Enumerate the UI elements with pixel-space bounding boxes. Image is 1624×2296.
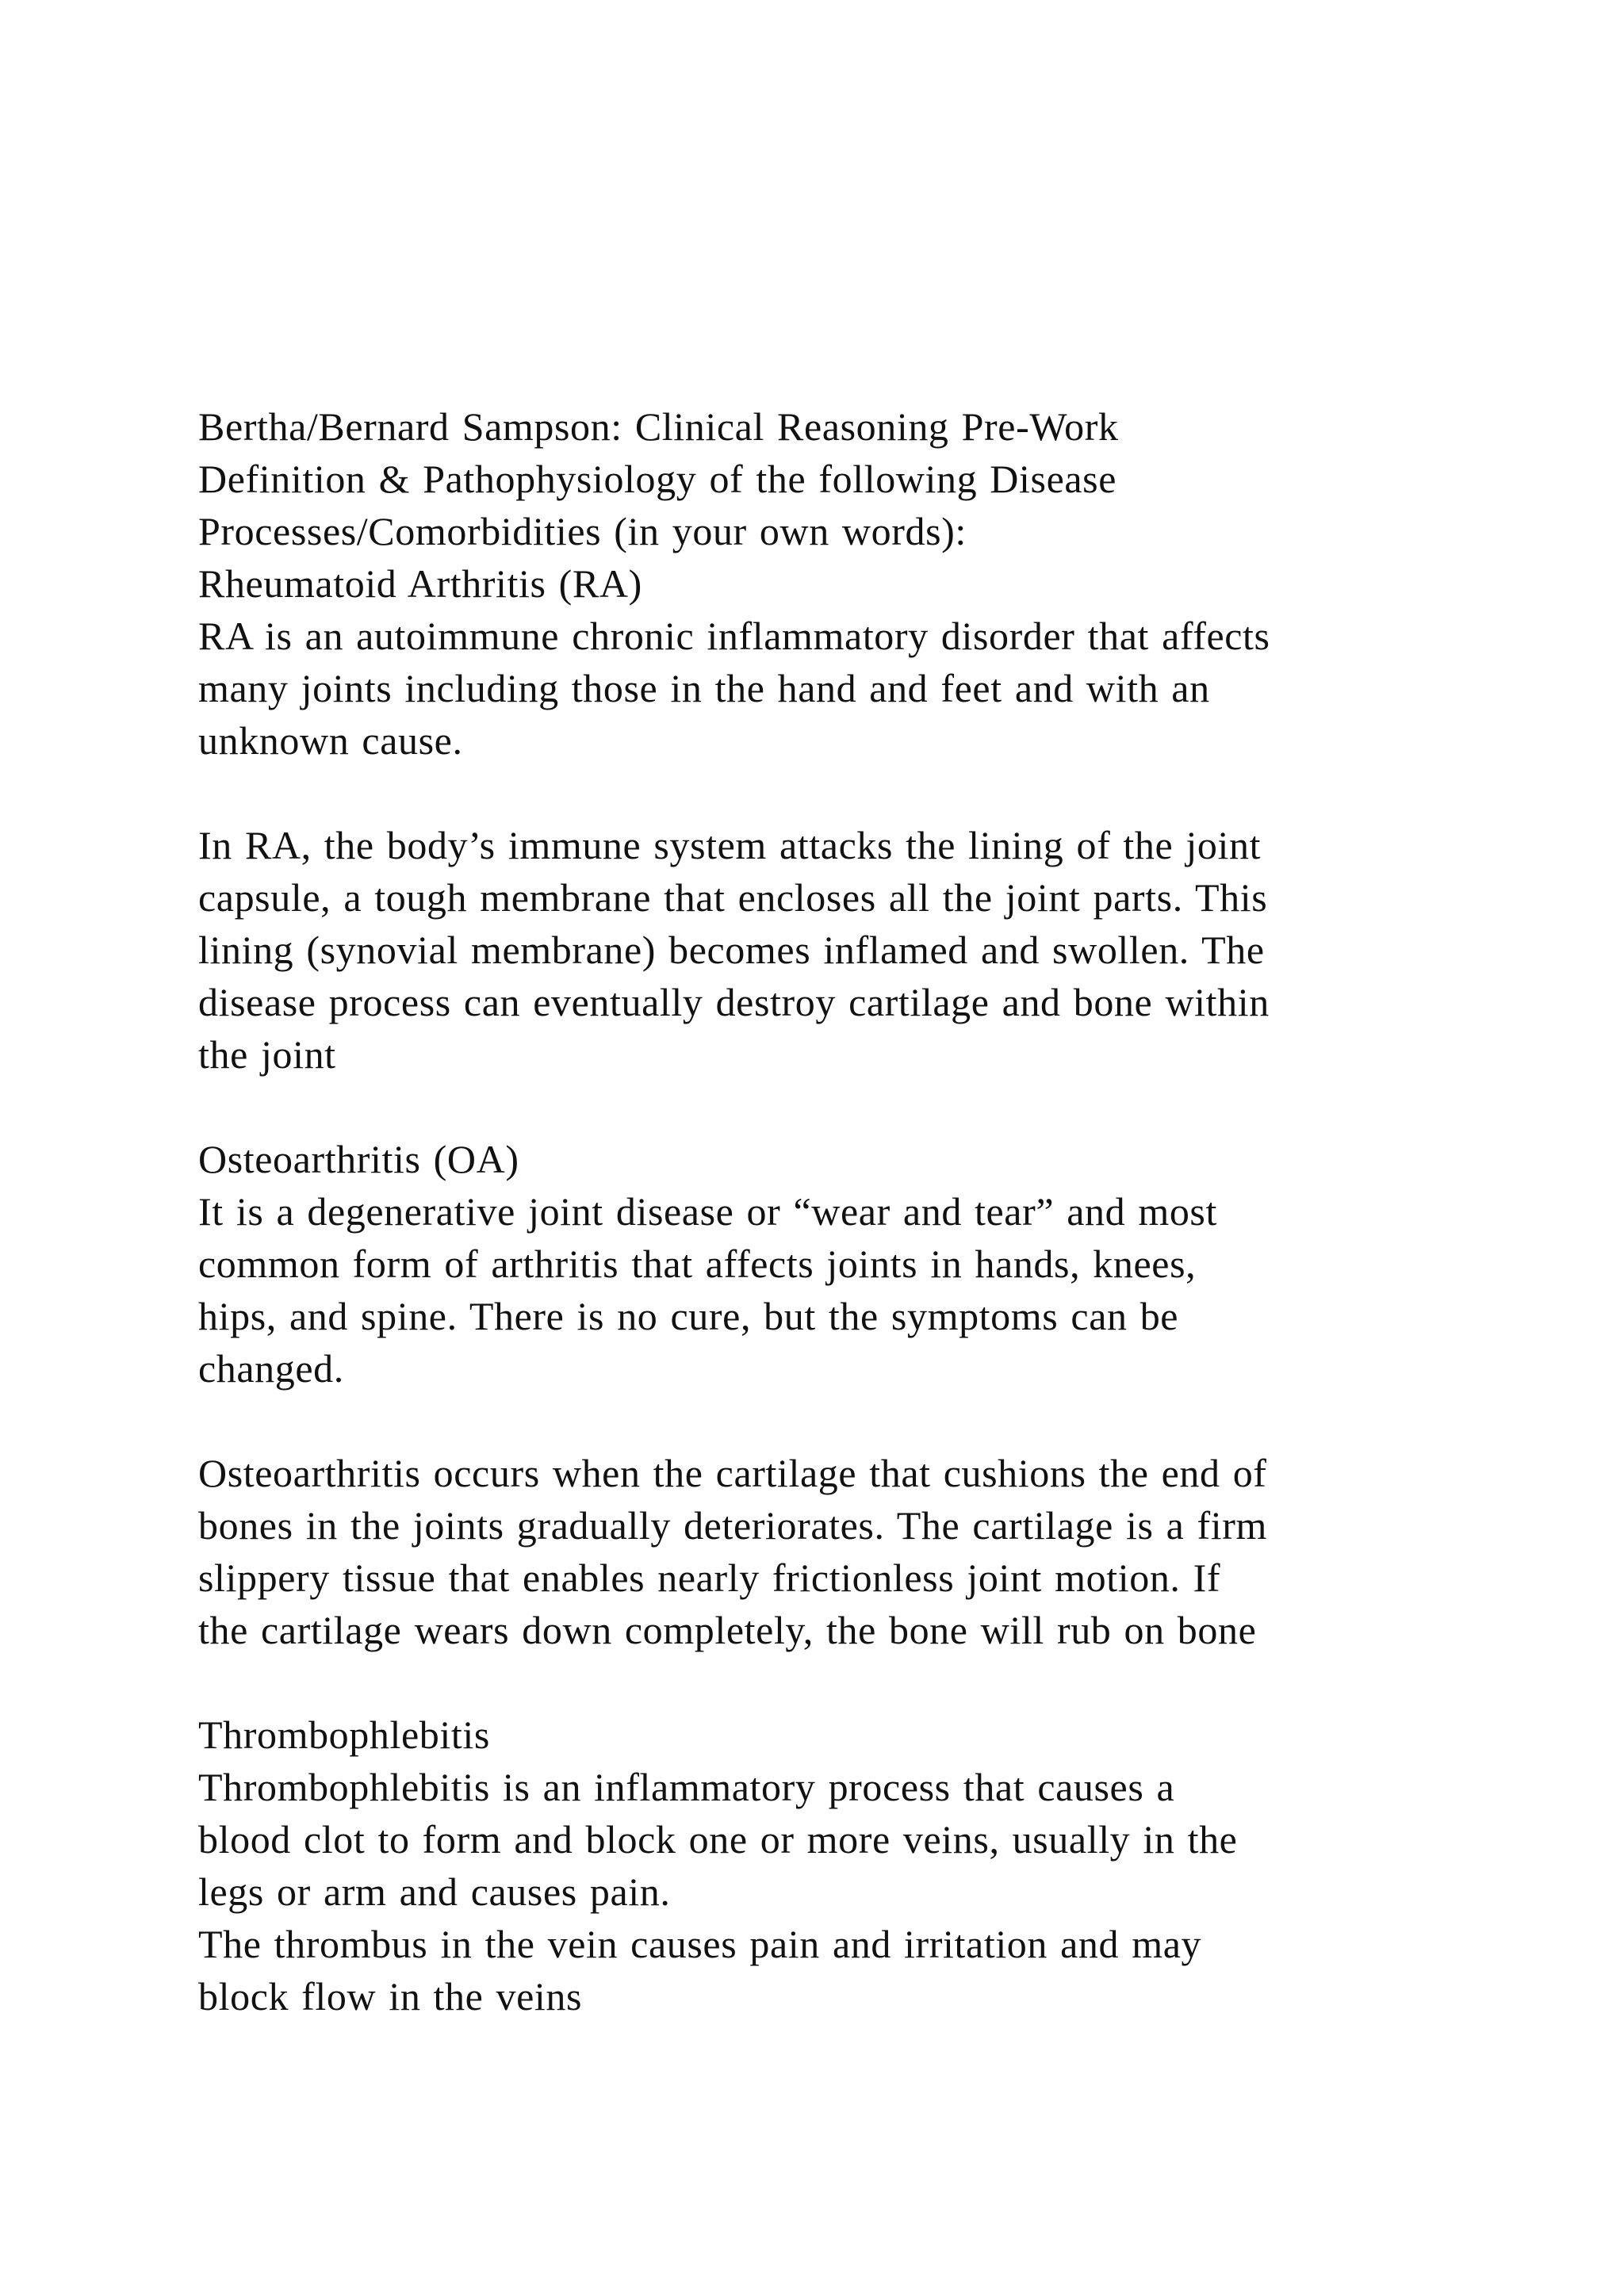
ra-pathophysiology-line: capsule, a tough membrane that encloses all the joint parts. This <box>198 875 1268 920</box>
document-title: Bertha/Bernard Sampson: Clinical Reasoning Pre-Work <box>198 404 1119 449</box>
oa-pathophysiology-line: bones in the joints gradually deteriorates. The cartilage is a firm <box>198 1503 1268 1548</box>
paragraph-spacer <box>198 1081 1435 1133</box>
ra-pathophysiology-line: the joint <box>198 1032 336 1077</box>
thrombophlebitis-pathophysiology-line: block flow in the veins <box>198 1974 583 2019</box>
paragraph-spacer <box>198 767 1435 819</box>
ra-definition-line: RA is an autoimmune chronic inflammatory disorder that affects <box>198 614 1270 658</box>
thrombophlebitis-definition-line: legs or arm and causes pain. <box>198 1869 671 1914</box>
oa-pathophysiology-line: the cartilage wears down completely, the bone will rub on bone <box>198 1608 1257 1652</box>
oa-definition-line: common form of arthritis that affects joints in hands, knees, <box>198 1242 1197 1286</box>
oa-definition-line: hips, and spine. There is no cure, but the symptoms can be <box>198 1294 1179 1338</box>
section-heading-oa: Osteoarthritis (OA) <box>198 1137 519 1181</box>
document-subtitle-line: Definition & Pathophysiology of the following Disease <box>198 457 1117 501</box>
ra-pathophysiology-line: In RA, the body’s immune system attacks the lining of the joint <box>198 823 1262 867</box>
thrombophlebitis-definition-line: blood clot to form and block one or more veins, usually in the <box>198 1817 1238 1862</box>
document-body <box>198 400 1435 2022</box>
section-heading-thrombophlebitis: Thrombophlebitis <box>198 1712 490 1757</box>
thrombophlebitis-definition-line: Thrombophlebitis is an inflammatory process that causes a <box>198 1765 1175 1809</box>
section-heading-ra: Rheumatoid Arthritis (RA) <box>198 561 642 606</box>
ra-pathophysiology-line: disease process can eventually destroy cartilage and bone within <box>198 980 1270 1024</box>
ra-definition-line: unknown cause. <box>198 718 463 763</box>
oa-pathophysiology-line: slippery tissue that enables nearly frictionless joint motion. If <box>198 1556 1221 1600</box>
paragraph-spacer <box>198 1656 1435 1709</box>
document-subtitle-line: Processes/Comorbidities (in your own words): <box>198 509 967 553</box>
oa-definition-line: changed. <box>198 1346 344 1391</box>
ra-definition-line: many joints including those in the hand and feet and with an <box>198 666 1210 710</box>
paragraph-spacer <box>198 1395 1435 1447</box>
oa-pathophysiology-line: Osteoarthritis occurs when the cartilage that cushions the end of <box>198 1451 1267 1495</box>
thrombophlebitis-pathophysiology-line: The thrombus in the vein causes pain and irritation and may <box>198 1922 1202 1966</box>
ra-pathophysiology-line: lining (synovial membrane) becomes inflamed and swollen. The <box>198 928 1265 972</box>
oa-definition-line: It is a degenerative joint disease or “wear and tear” and most <box>198 1189 1217 1234</box>
